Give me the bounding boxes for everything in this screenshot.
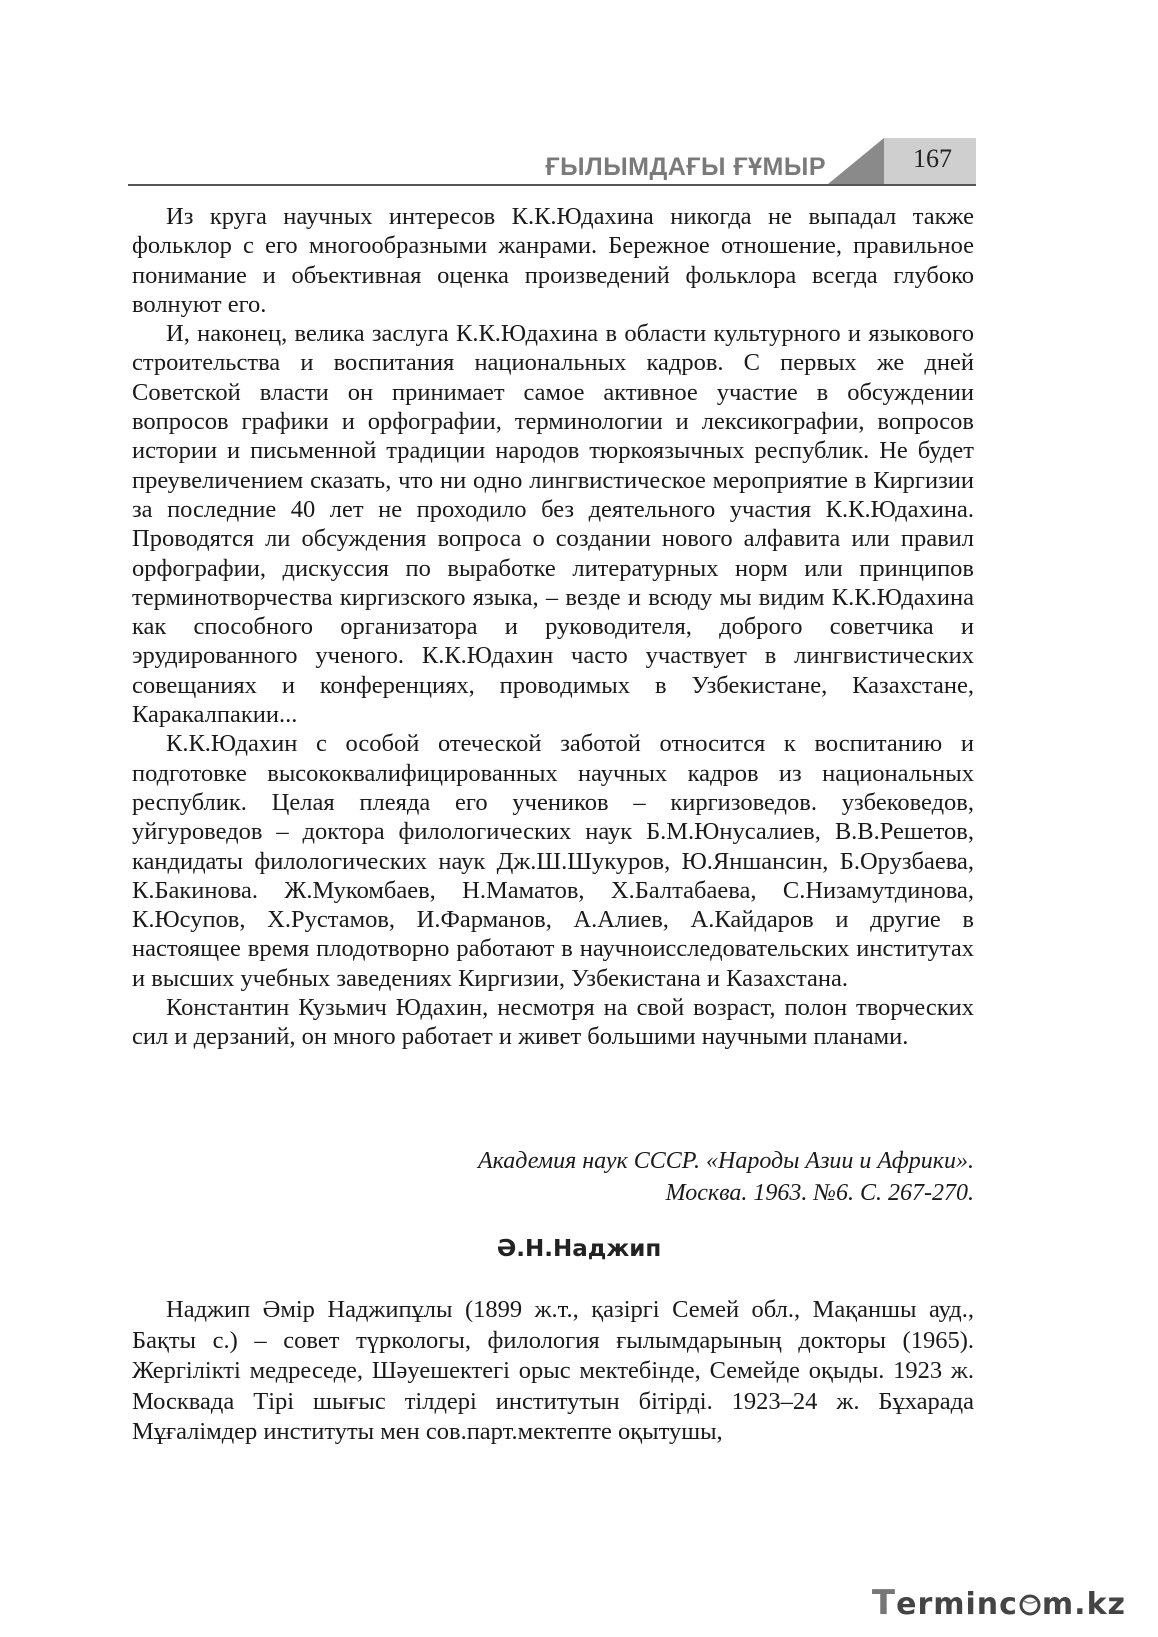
page-header: [128, 136, 976, 186]
paragraph: К.К.Юдахин с особой отеческой заботой относится к воспитанию и подготовке высококвалифицированных научных кадров из национальных республик. Целая плеяда его учеников – киргизоведов. узбековедов, уйгуроведов – доктора филологических наук Б.М.Юнусалиев, В.В.Решетов, кандидаты филологических наук Дж.Ш.Шукуров, Ю.Яншансин, Б.Орузбаева, К.Бакинова. Ж.Мукомбаев, Н.Маматов, Х.Балтабаева, С.Низамутдинова, К.Юсупов, Х.Рустамов, И.Фарманов, А.Алиев, А.Кайдаров и другие в настоящее время плодотворно работают в научноисследовательских институтах и высших учебных заведениях Киргизии, Узбекистана и Казахстана.: [132, 730, 974, 992]
paragraph: Наджип Әмір Наджипұлы (1899 ж.т., қазіргі Семей обл., Мақаншы ауд., Бақты с.) – совет түркологы, филология ғылымдарының докторы (1965). Жергілікті медреседе, Шәуешектегі орыс мектебінде, Семейде оқыды. 1923 ж. Москвада Тірі шығыс тілдері институтын бітірді. 1923–24 ж. Бұхарада Мұғалімдер институты мен сов.парт.мектепте оқытушы,: [132, 1296, 974, 1445]
page-number-box: [884, 138, 976, 184]
watermark-text: erminc: [896, 1587, 1018, 1622]
article-body: [132, 202, 974, 1052]
running-head-title: ҒЫЛЫМДАҒЫ ҒҰМЫР: [545, 153, 826, 181]
paragraph: И, наконец, велика заслуга К.К.Юдахина в области культурного и языкового строительства и воспитания национальных кадров. С первых же дней Советской власти он принимает самое активное участие в обсуждении вопросов графики и орфографии, терминологии и лексикографии, вопросов истории и письменной традиции народов тюркоязычных республик. Не будет преувеличением сказать, что ни одно лингвистическое мероприятие в Киргизии за последние 40 лет не проходило без деятельного участия К.К.Юдахина. Проводятся ли обсуждения вопроса о создании нового алфавита или правил орфографии, дискуссия по выработке литературных норм или принципов терминотворчества киргизского языка, – везде и всюду мы видим К.К.Юдахина как способного организатора и руководителя, доброго советчика и эрудированного ученого. К.К.Юдахин часто участвует в лингвистических совещаниях и конференциях, проводимых в Узбекистане, Казахстане, Каракалпакии...: [132, 320, 974, 729]
page-number: 167: [913, 144, 952, 173]
source-line: Москва. 1963. №6. С. 267-270.: [665, 1180, 974, 1206]
paragraph: Константин Кузьмич Юдахин, несмотря на свой возраст, полон творческих сил и дерзаний, он много работает и живет большими научными планами.: [132, 994, 974, 1051]
watermark-logo: [872, 1583, 1126, 1623]
source-line: Академия наук СССР. «Народы Азии и Африки».: [478, 1148, 974, 1174]
header-rule: [128, 184, 976, 186]
watermark-first-letter: T: [871, 1583, 897, 1623]
paragraph: Из круга научных интересов К.К.Юдахина никогда не выпадал также фольклор с его многообразными жанрами. Бережное отношение, правильное понимание и объективная оценка произведений фольклора всегда глубоко волнуют его.: [132, 203, 974, 318]
biography-body: [132, 1295, 974, 1448]
source-citation: [274, 1145, 974, 1209]
globe-o-icon: [1018, 1587, 1042, 1622]
watermark-suffix: m.kz: [1041, 1587, 1126, 1622]
header-triangle-decoration: [828, 138, 884, 184]
section-heading: Ә.Н.Наджип: [496, 1236, 662, 1262]
